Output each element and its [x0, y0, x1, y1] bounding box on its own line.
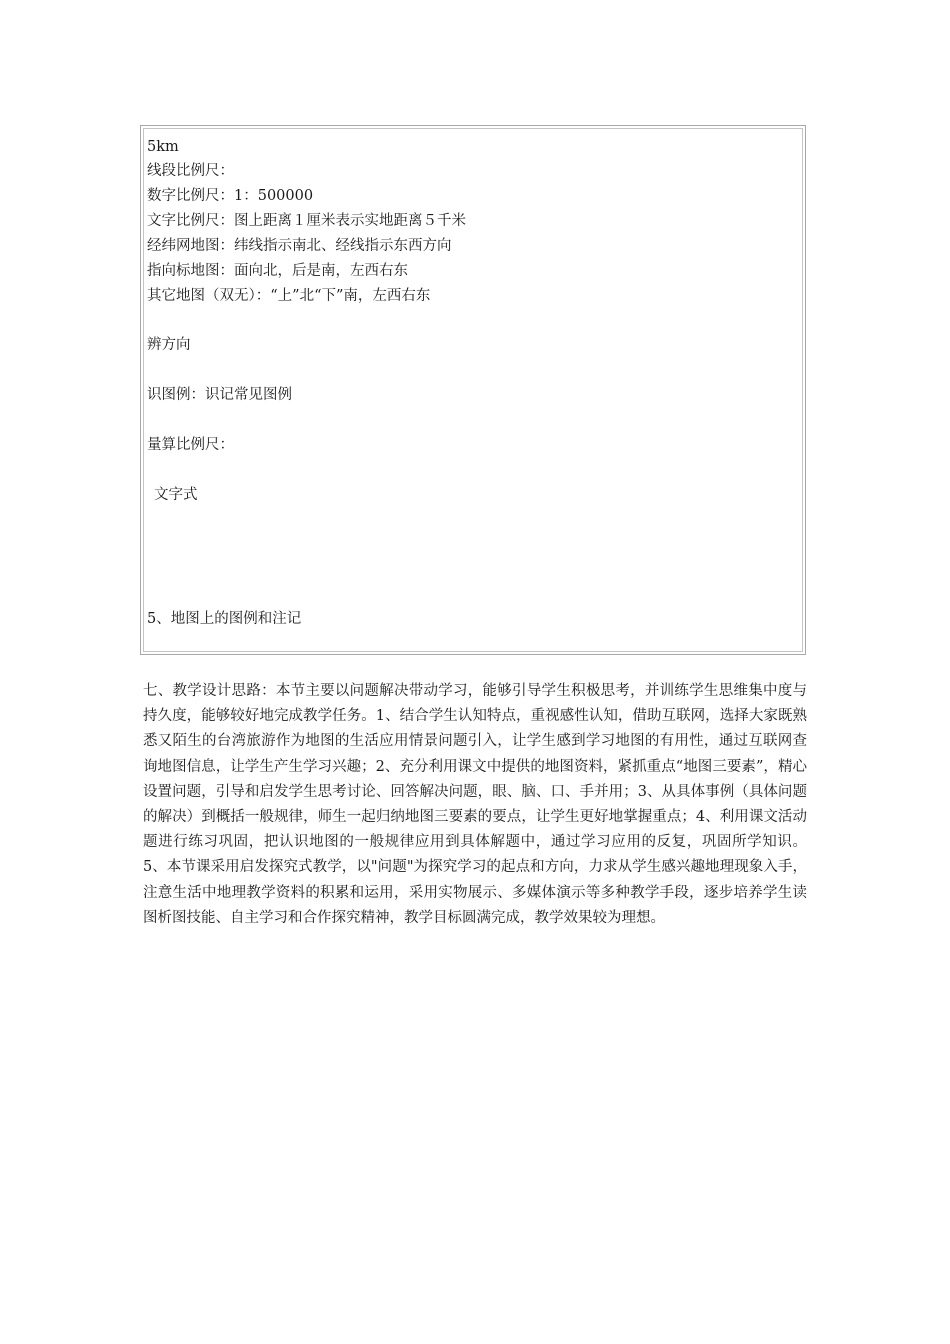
numeric-scale-line: 数字比例尺：1：500000	[147, 188, 314, 204]
content-table-inner	[143, 128, 803, 652]
graticule-map-line: 经纬网地图：纬线指示南北、经线指示东西方向	[147, 238, 452, 254]
direction-heading: 辨方向	[147, 337, 191, 353]
design-rationale-paragraph: 七、教学设计思路：本节主要以问题解决带动学习，能够引导学生积极思考，并训练学生思维集中度与持久度，能够较好地完成教学任务。1、结合学生认知特点，重视感性认知，借助互联网，选择大家既熟悉又陌生的台湾旅游作为地图的生活应用情景问题引入，让学生感到学习地图的有用性，通过互联网查询地图信息，让学生产生学习兴趣；2、充分利用课文中提供的地图资料，紧抓重点“地图三要素”，精心设置问题，引导和启发学生思考讨论、回答解决问题，眼、脑、口、手并用；3、从具体事例（具体问题的解决）到概括一般规律，师生一起归纳地图三要素的要点，让学生更好地掌握重点；4、利用课文活动题进行练习巩固，把认识地图的一般规律应用到具体解题中，通过学习应用的反复，巩固所学知识。 5、本节课采用启发探究式教学，以"问题"为探究学习的起点和方向，力求从学生感兴趣地理现象入手，注意生活中地理教学资料的积累和运用，采用实物展示、多媒体演示等多种教学手段，逐步培养学生读图析图技能、自主学习和合作探究精神，教学目标圆满完成，教学效果较为理想。	[143, 683, 807, 926]
content-table-cell	[140, 125, 806, 655]
line-scale-label: 线段比例尺：	[147, 163, 234, 179]
section-5-heading: 5、地图上的图例和注记	[147, 611, 302, 627]
text-scale-line: 文字比例尺：图上距离１厘米表示实地距离５千米	[147, 213, 466, 229]
other-map-line: 其它地图（双无）：“上”北“下”南，左西右东	[147, 288, 431, 304]
text-form-line: 文字式	[154, 487, 198, 503]
legend-line: 识图例：识记常见图例	[147, 387, 292, 403]
measure-scale-line: 量算比例尺：	[147, 437, 234, 453]
north-arrow-map-line: 指向标地图：面向北，后是南，左西右东	[147, 263, 408, 279]
scale-value-label: 5km	[147, 139, 179, 155]
